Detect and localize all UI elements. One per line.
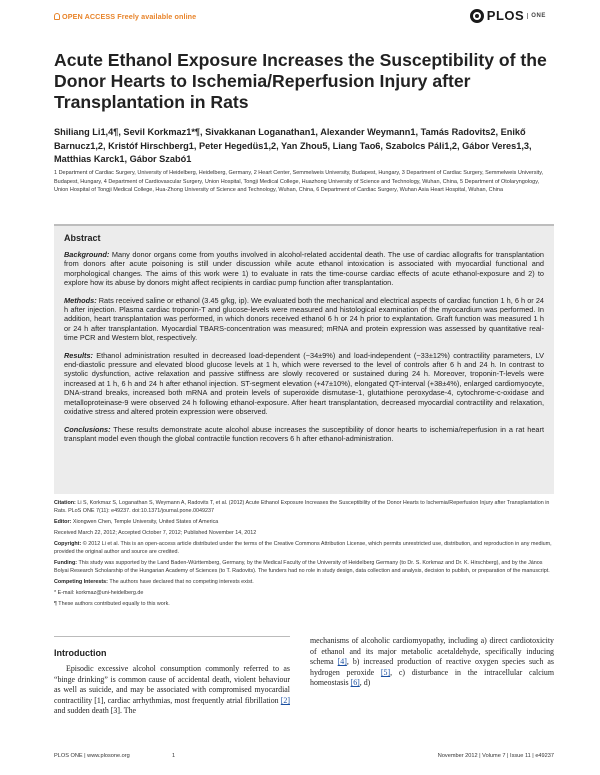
editor-label: Editor:: [54, 518, 72, 525]
intro-right-text-c: , c) disturbance in the intracellular calcium homeostasis: [310, 667, 554, 688]
plos-logo-icon: [470, 9, 484, 23]
conclusions-text: These results demonstrate acute alcohol abuse increases the susceptibility of donor hearts to ischemia/reperfusion in a rat heart transplant model even though the global contractile function recovers 6 h after ethanol-administration.: [64, 424, 544, 443]
affiliations: 1 Department of Cardiac Surgery, University of Heidelberg, Heidelberg, Germany, 2 Heart Center, Semmelweis University, Budapest, Hungary, 3 Department of Cardiac Surgery, Semmelweis University, Budapest, Hungary, 4 Department of Cardiovascular Surgery, Union Hospital, Tongji Medical College, Huazhong University of Science and Technology, Wuhan, China, 5 Department of Otolaryngology, Union Hospital of Tongji Medical College, Hua-Zhong University of Science and Technology, Wuhan, China, 6 Department of Cardiac Surgery, Wuhan Asia Heart Hospital, Wuhan, China: [54, 170, 544, 194]
introduction-right-column: [310, 636, 554, 689]
conclusions-label: Conclusions:: [64, 424, 111, 434]
citation-text: Li S, Korkmaz S, Loganathan S, Weymann A, Radovits T, et al. (2012) Acute Ethanol Exposure Increases the Susceptibility of the Donor Hearts to Ischemia/Reperfusion Injury after Transplantation in Rats. PLoS ONE 7(11): e49237. doi:10.1371/journal.pone.0049237: [54, 500, 550, 514]
competing-interests: [54, 579, 554, 587]
funding-text: This study was supported by the Land Baden-Württemberg, Germany, by the Medical Faculty of the University of Heidelberg Germany (to Dr. S. Korkmaz and Dr. K. Hirschberg), and by the János Bolyai Research Scholarship of the Hungarian Academy of Sciences (to T. Radovits). The funders had no role in study design, data collection and analysis, decision to publish, or preparation of the manuscript.: [54, 559, 550, 574]
plos-one-logo[interactable]: [470, 8, 546, 23]
introduction-left-column: [54, 664, 290, 717]
footer-journal[interactable]: PLOS ONE | www.plosone.org: [54, 753, 130, 759]
abstract-methods: [64, 296, 544, 343]
reference-link-5[interactable]: [5]: [380, 667, 391, 677]
abstract-results: [64, 351, 544, 417]
intro-right-text-d: , d): [359, 678, 371, 688]
article-title: Acute Ethanol Exposure Increases the Susceptibility of the Donor Hearts to Ischemia/Reperfusion Injury after Transplantation in Rats: [54, 50, 547, 112]
intro-right-text-b: , b) increased production of reactive oxygen species such as hydrogen peroxide: [310, 657, 554, 677]
methods-label: Methods:: [64, 295, 97, 305]
abstract-box: [54, 224, 554, 494]
editor-text: Xiongwen Chen, Temple University, United States of America: [71, 518, 219, 525]
page-number: 1: [172, 753, 176, 759]
footer-issue: November 2012 | Volume 7 | Issue 11 | e49237: [437, 753, 554, 759]
logo-sub: ONE: [527, 13, 546, 19]
competing-text: The authors have declared that no competing interests exist.: [107, 578, 254, 585]
equal-contribution-note: ¶ These authors contributed equally to this work.: [54, 601, 170, 608]
reference-link-6[interactable]: [6]: [350, 678, 360, 688]
results-text: Ethanol administration resulted in decreased load-dependent (−34±9%) and load-independent (−33±12%) contractility parameters, LV end-diastolic pressure and elevated blood glucose levels at 1 h, which were reversed to the level of controls after 6 h and 24 h. In contrast to systolic dysfunction, active relaxation and passive stiffness are slowly recovered or sustained during 24 h. Moreover, troponin-T-levels were increased at 1 h, 6 h and 24 h after ethanol injection. ST-segment elevation (+47±10%), elongated QT-interval (+38±4%), enlarged cardiomyocyte, DNA-strand breaks, increased both mRNA and protein levels of superoxide dismutase-1, glutathione peroxydase-4, cytochrome-c-oxidase and metalloproteinase-9 were observed 24 h following ethanol-exposure. After heart transplantation, decreased myocardial contractility and relaxation, oxidative stress and altered protein expression were observed.: [64, 350, 544, 417]
abstract-heading: Abstract: [64, 233, 101, 243]
background-text: Many donor organs come from youths involved in alcohol-related accidental death. The use of cardiac allografts for transplantation from donors after acute poisoning is still under discussion while acute ethanol intoxication is associated with myocardial functional and morphological changes. The aims of this work were 1) to evaluate in rats the time-course cardiac effects of acute ethanol-exposure and 2) to explore how its abuse by donors might affect recipients in cardiac pump function after transplantation.: [64, 250, 544, 288]
copyright-label: Copyright:: [54, 541, 82, 548]
open-access-banner[interactable]: [54, 12, 196, 21]
funding: [54, 560, 554, 575]
copyright-text: © 2012 Li et al. This is an open-access article distributed under the terms of the Creative Commons Attribution License, which permits unrestricted use, distribution, and reproduction in any medium, provided the original author and source are credited.: [54, 541, 552, 555]
background-label: Background:: [64, 250, 110, 259]
results-label: Results:: [64, 350, 93, 360]
open-lock-icon: [54, 13, 60, 20]
journal-header: [0, 0, 600, 34]
open-access-text: OPEN ACCESS Freely available online: [62, 12, 197, 21]
citation-label: Citation:: [54, 500, 76, 506]
citation: [54, 500, 554, 515]
methods-text: Rats received saline or ethanol (3.45 g/kg, ip). We evaluated both the mechanical and electrical aspects of cardiac function 1 h, 6 h or 24 h after injection. Plasma cardiac troponin-T and glucose-levels were measured and histological examination of the myocardium was performed. In addition, heart transplantation was performed, in which donors received ethanol 6 h or 24 h prior to explantation. Graft function was measured 1 h or 24 h after transplantation. Myocardial TBARS-concentration was measured; mRNA and protein expression was assessed by quantitative real-time PCR and Western blot, respectively.: [64, 295, 544, 343]
copyright: [54, 541, 554, 556]
reference-link-2[interactable]: [2]: [280, 695, 290, 705]
article-metadata: [54, 500, 554, 612]
intro-left-text: Episodic excessive alcohol consumption commonly referred to as “binge drinking” is common cause of accidental death, violent behaviour as well as suicide, and may be associated with compromised myocardial contractility [1], cardiac arrhythmias, most frequently atrial fibrillation: [54, 664, 290, 705]
intro-left-text-end: and sudden death [3]. The: [54, 706, 137, 716]
abstract-conclusions: [64, 425, 544, 444]
abstract-background: [64, 250, 544, 288]
corresponding-email[interactable]: * E-mail: korkmaz@uni-heidelberg.de: [54, 589, 144, 596]
intro-right-text-a: mechanisms of alcoholic cardiomyopathy, including a) direct cardiotoxicity of ethanol and its major metabolic acetaldehyde, specifically inducing schema: [310, 636, 554, 667]
section-divider: [54, 636, 290, 637]
page-footer: [54, 753, 554, 759]
competing-label: Competing Interests:: [54, 578, 108, 585]
reference-link-4[interactable]: [4]: [337, 657, 347, 667]
dates: Received March 22, 2012; Accepted October 7, 2012; Published November 14, 2012: [54, 529, 257, 536]
funding-label: Funding:: [54, 559, 78, 566]
editor: [54, 519, 554, 527]
introduction-heading: Introduction: [54, 648, 107, 658]
author-list: Shiliang Li1,4¶, Sevil Korkmaz1*¶, Sivakkanan Loganathan1, Alexander Weymann1, Tamás Radovits2, Enikő Barnucz1,2, Kristóf Hirschberg1, Peter Hegedüs1,2, Yan Zhou5, Liang Tao6, Szabolcs Páli1,2, Gábor Veres1,3, Matthias Karck1, Gábor Szabó1: [54, 127, 532, 165]
logo-brand: PLOS: [486, 8, 525, 23]
